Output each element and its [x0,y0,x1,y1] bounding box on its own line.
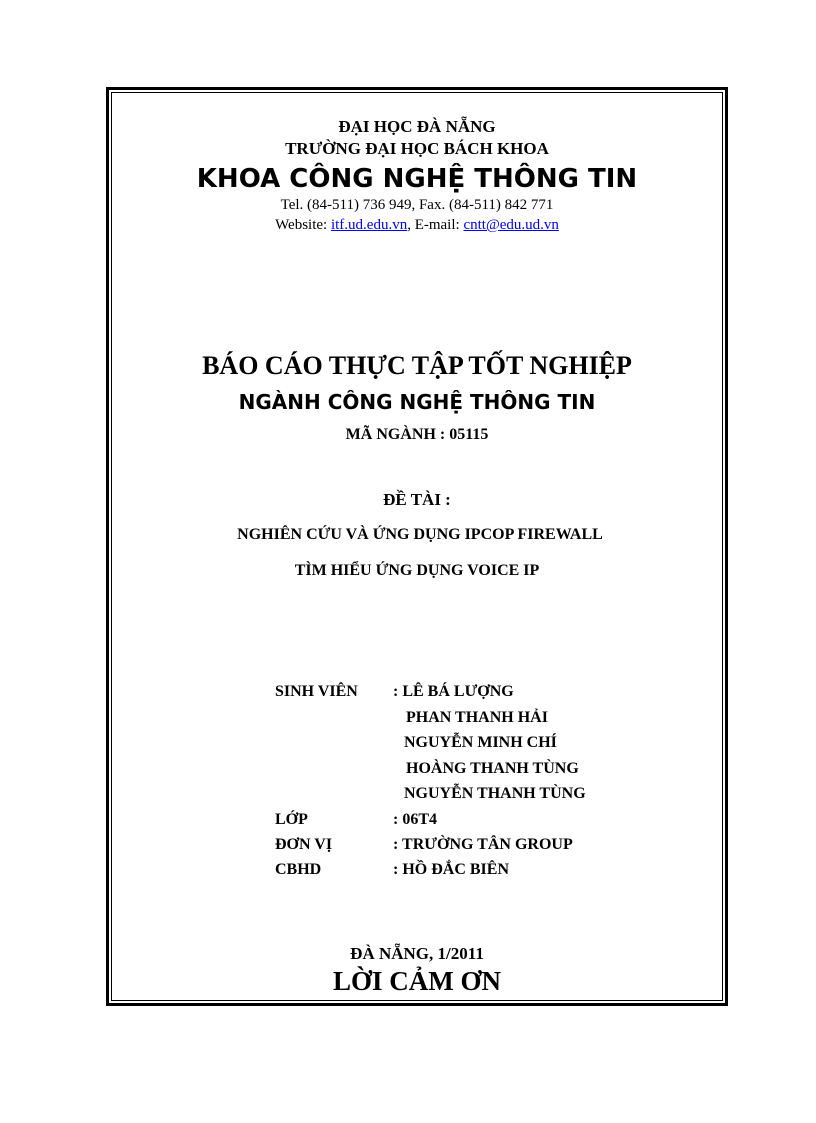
major-code: MÃ NGÀNH : 05115 [345,426,489,443]
class-label: LỚP [275,811,308,828]
report-title: BÁO CÁO THỰC TẬP TỐT NGHIỆP [202,351,632,380]
thanks-heading: LỜI CẢM ƠN [333,966,501,996]
unit-value: : TRƯỜNG TÂN GROUP [393,836,573,853]
university-name: ĐẠI HỌC ĐÀ NẴNG [338,117,496,136]
topic-line-1: NGHIÊN CỨU VÀ ỨNG DỤNG IPCOP FIREWALL [237,526,603,543]
email-link[interactable]: cntt@edu.ud.vn [463,217,559,233]
student-name-2: PHAN THANH HẢI [406,709,548,726]
contact-tel-fax: Tel. (84-511) 736 949, Fax. (84-511) 842 771 [280,197,554,213]
students-label: SINH VIÊN [275,683,358,700]
contact-web-email [111,217,723,234]
place-date: ĐÀ NẴNG, 1/2011 [350,944,484,963]
student-name-5: NGUYỄN THANH TÙNG [404,785,586,802]
faculty-name: KHOA CÔNG NGHỆ THÔNG TIN [196,164,638,194]
topic-label: ĐỀ TÀI : [383,490,451,509]
major-name: NGÀNH CÔNG NGHỆ THÔNG TIN [238,390,596,414]
topic-line-2: TÌM HIỂU ỨNG DỤNG VOICE IP [294,562,540,579]
unit-label: ĐƠN VỊ [275,836,333,853]
advisor-value: : HỒ ĐẮC BIÊN [393,861,510,878]
student-name-4: HOÀNG THANH TÙNG [406,760,579,777]
student-name-1: : LÊ BÁ LƯỢNG [393,683,514,700]
student-name-3: NGUYỄN MINH CHÍ [404,734,557,751]
advisor-label: CBHD [275,861,322,878]
website-prefix: Website: [275,217,331,233]
website-link[interactable]: itf.ud.edu.vn [330,217,408,233]
school-name: TRƯỜNG ĐẠI HỌC BÁCH KHOA [285,139,549,158]
class-value: : 06T4 [393,811,437,828]
email-prefix: , E-mail: [407,217,464,233]
